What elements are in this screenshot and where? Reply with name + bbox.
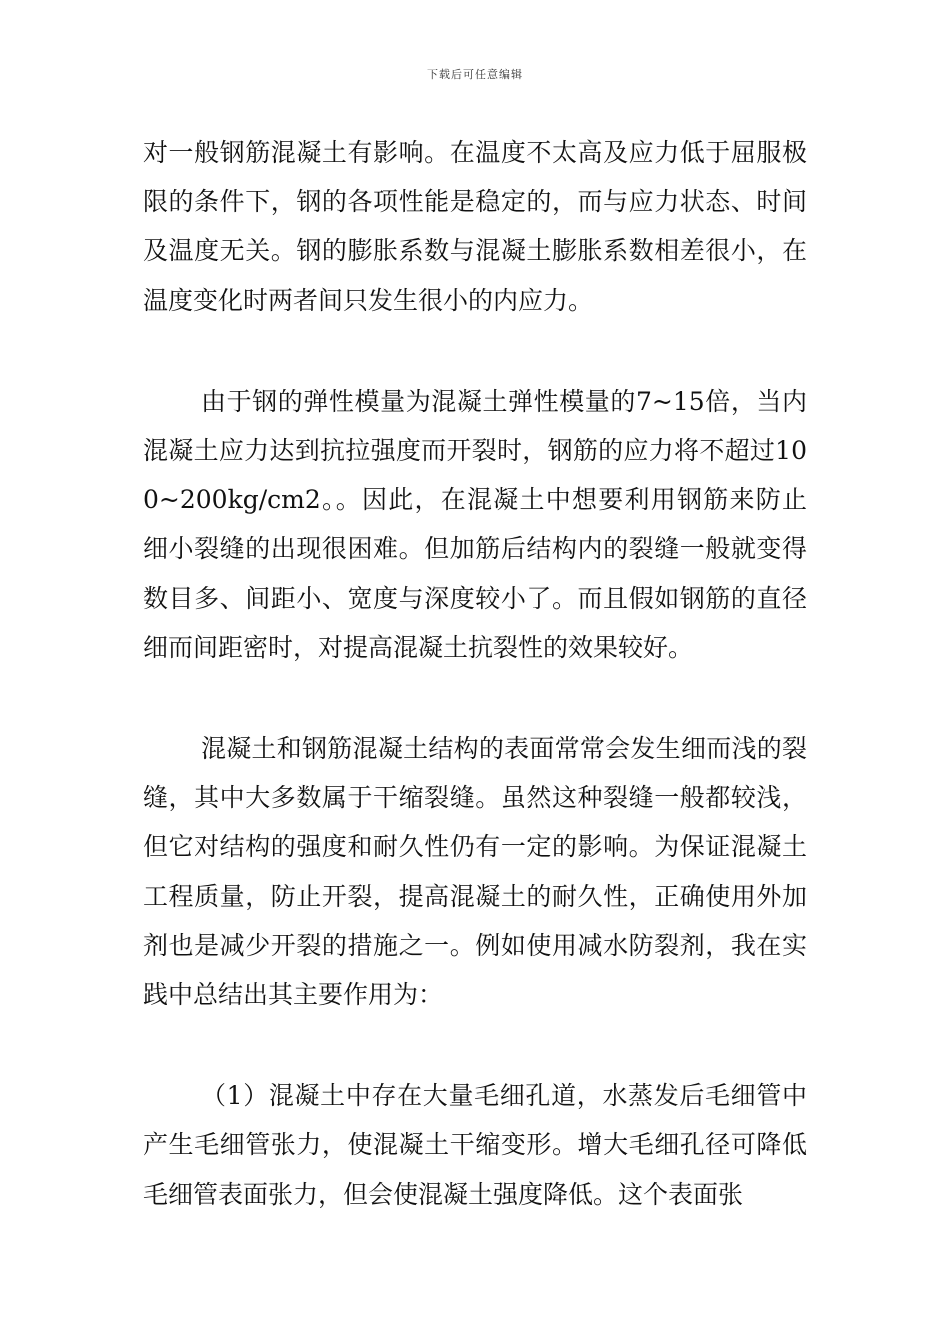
paragraph-3: 混凝土和钢筋混凝土结构的表面常常会发生细而浅的裂缝，其中大多数属于干缩裂缝。虽然这种裂缝一般都较浅，但它对结构的强度和耐久性仍有一定的影响。为保证混凝土工程质量，防止开裂，提高混凝土的耐久性，正确使用外加剂也是减少开裂的措施之一。例如使用减水防裂剂，我在实践中总结出其主要作用为：: [143, 734, 807, 1010]
page-header: 下载后可任意编辑: [427, 68, 523, 81]
paragraph-1: 对一般钢筋混凝土有影响。在温度不太高及应力低于屈服极限的条件下，钢的各项性能是稳定的，而与应力状态、时间及温度无关。钢的膨胀系数与混凝土膨胀系数相差很小，在温度变化时两者间只发生很小的内应力。: [143, 138, 807, 315]
document-body: [143, 128, 807, 1271]
paragraph-4: （1）混凝土中存在大量毛细孔道，水蒸发后毛细管中产生毛细管张力，使混凝土干缩变形。增大毛细孔径可降低毛细管表面张力，但会使混凝土强度降低。这个表面张: [143, 1081, 807, 1209]
paragraph-2: 由于钢的弹性模量为混凝土弹性模量的7~15倍，当内混凝土应力达到抗拉强度而开裂时，钢筋的应力将不超过100~200kg/cm2。。因此，在混凝土中想要利用钢筋来防止细小裂缝的出现很困难。但加筋后结构内的裂缝一般就变得数目多、间距小、宽度与深度较小了。而且假如钢筋的直径细而间距密时，对提高混凝土抗裂性的效果较好。: [143, 386, 807, 662]
